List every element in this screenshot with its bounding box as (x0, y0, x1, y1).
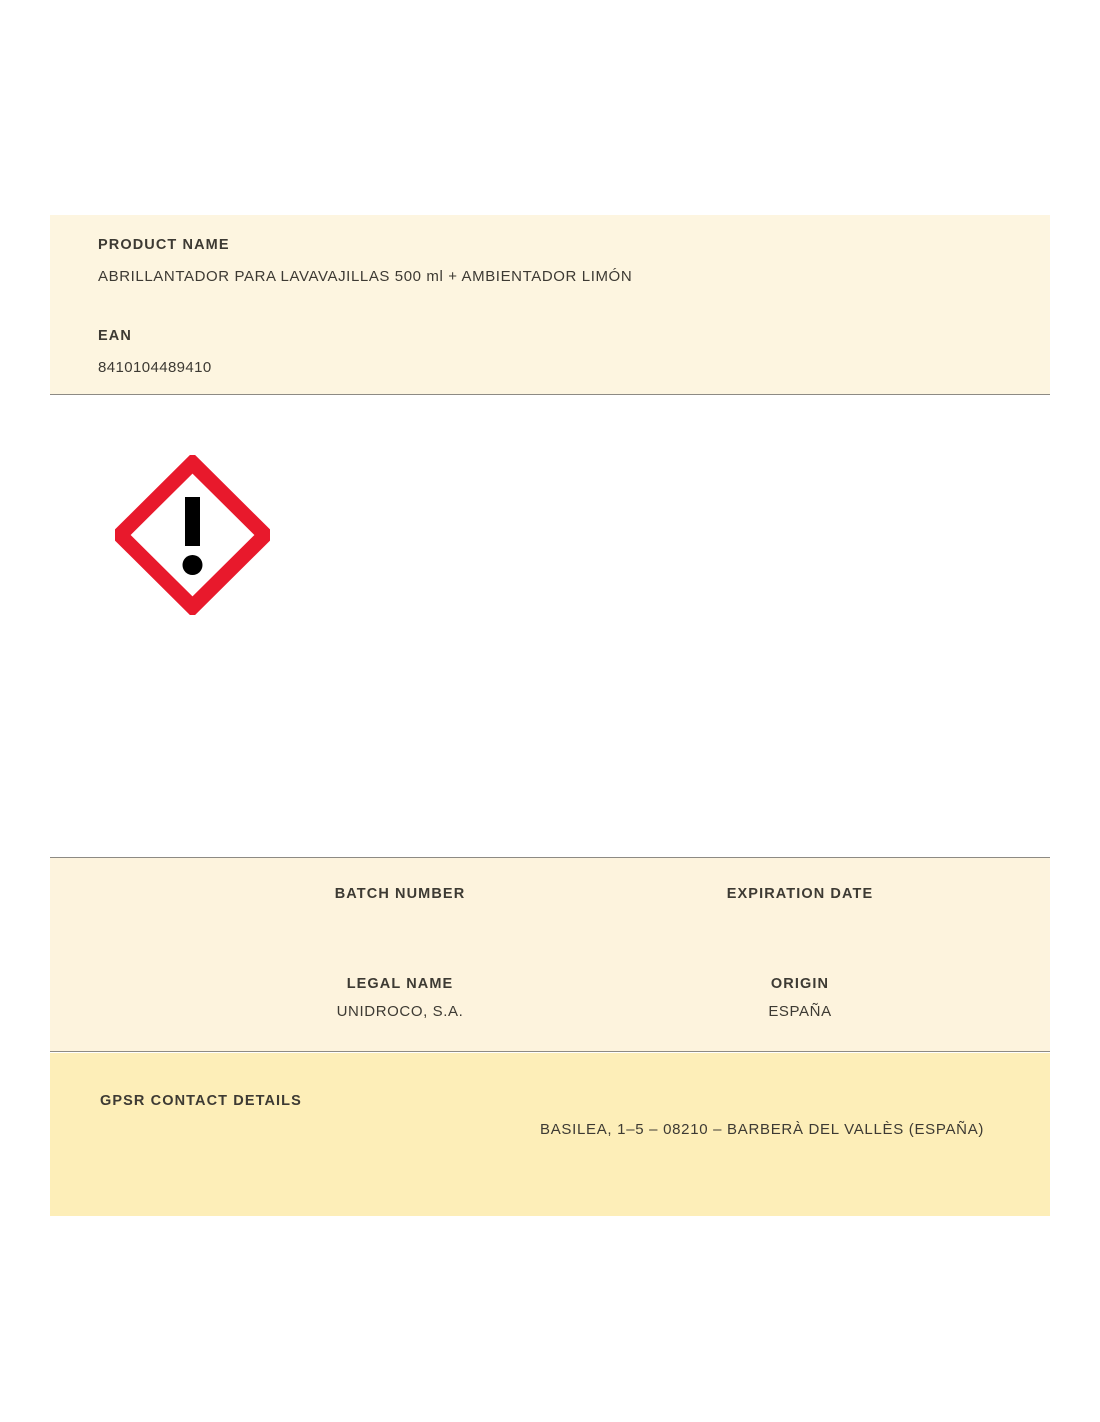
legal-name-value: UNIDROCO, S.A. (336, 1003, 464, 1020)
ean-value: 8410104489410 (98, 359, 212, 376)
origin-label: ORIGIN (770, 976, 830, 992)
traceability-block (50, 857, 1050, 1052)
product-name-label: PRODUCT NAME (98, 237, 230, 253)
expiration-date-cell (630, 886, 970, 913)
identification-block (50, 215, 1050, 395)
origin-cell (630, 976, 970, 1020)
origin-value: ESPAÑA (768, 1003, 832, 1020)
gpsr-contact-block (50, 1053, 1050, 1216)
batch-number-label: BATCH NUMBER (334, 886, 466, 902)
gpsr-contact-label: GPSR CONTACT DETAILS (100, 1093, 302, 1109)
batch-number-cell (230, 886, 570, 913)
hazard-pictogram-area (115, 455, 270, 615)
ean-label: EAN (98, 328, 132, 344)
legal-name-cell (230, 976, 570, 1020)
legal-name-label: LEGAL NAME (346, 976, 454, 992)
gpsr-contact-value: BASILEA, 1–5 – 08210 – BARBERÀ DEL VALLÈS (ESPAÑA) (540, 1121, 985, 1138)
expiration-date-label: EXPIRATION DATE (726, 886, 874, 902)
product-name-value: ABRILLANTADOR PARA LAVAVAJILLAS 500 ml + AMBIENTADOR LIMÓN (98, 268, 633, 285)
ghs07-exclamation-mark-icon (115, 455, 270, 615)
